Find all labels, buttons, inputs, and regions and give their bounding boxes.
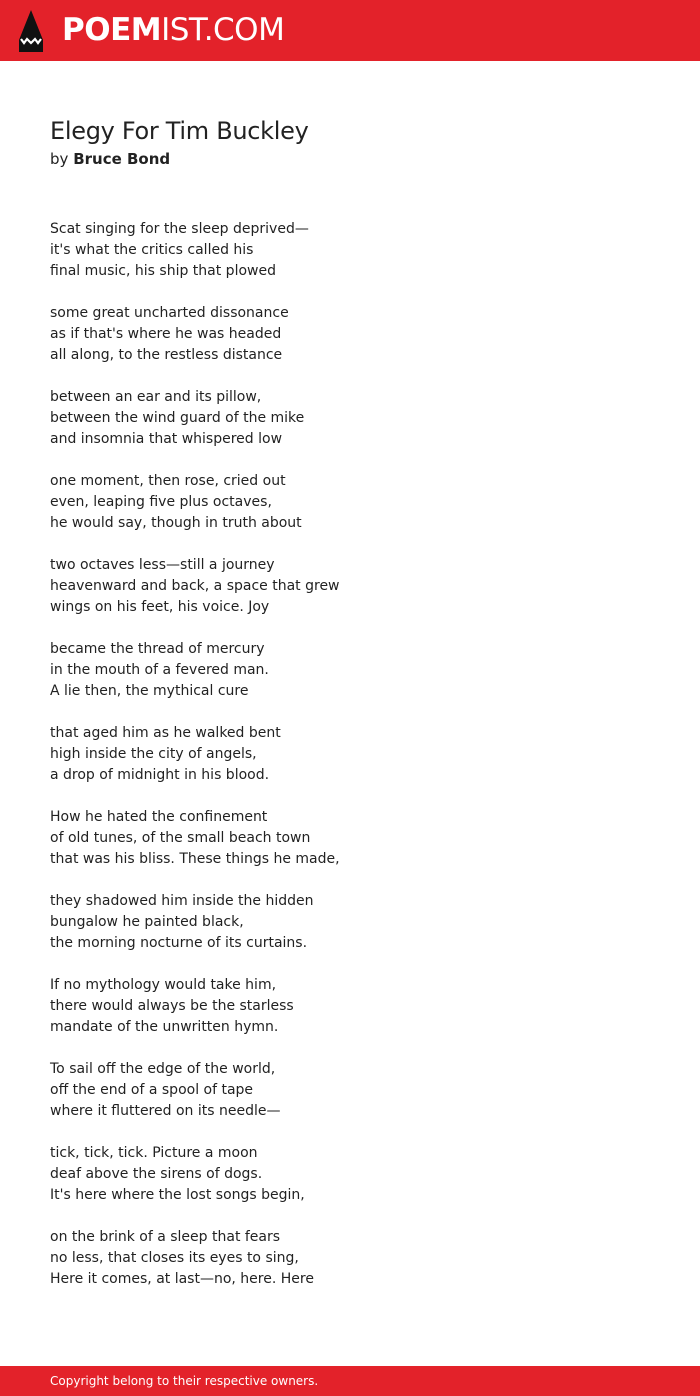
stanza [50,807,650,870]
stanza [50,1059,650,1122]
stanza [50,639,650,702]
stanza [50,555,650,618]
poem-line: it's what the critics called his [50,242,254,258]
stanza [50,723,650,786]
poem-line: deaf above the sirens of dogs. [50,1166,263,1182]
poem-line: even, leaping five plus octaves, [50,494,272,510]
poem-line: they shadowed him inside the hidden [50,893,314,909]
poem-line: where it fluttered on its needle— [50,1103,281,1119]
by-label: by [50,150,69,168]
poem-line: that aged him as he walked bent [50,725,281,741]
poem-line: between an ear and its pillow, [50,389,262,405]
poem-line: between the wind guard of the mike [50,410,305,426]
site-header [0,0,700,61]
site-footer [0,1366,700,1396]
stanza [50,219,650,282]
poem-line: wings on his feet, his voice. Joy [50,599,270,615]
stanza [50,891,650,954]
stanza [50,471,650,534]
poem-line: high inside the city of angels, [50,746,257,762]
poem-line: final music, his ship that plowed [50,263,276,279]
pencil-tip-icon[interactable] [18,10,44,52]
poem-line: there would always be the starless [50,998,294,1014]
stanza [50,303,650,366]
poem-line: all along, to the restless distance [50,347,283,363]
poem-line: on the brink of a sleep that fears [50,1229,281,1245]
poem-line: To sail off the edge of the world, [50,1061,276,1077]
poem-line: some great uncharted dissonance [50,305,289,321]
poem-line: How he hated the confinement [50,809,268,825]
poem-line: mandate of the unwritten hymn. [50,1019,279,1035]
brand-light: IST.COM [161,12,285,48]
poem-line: as if that's where he was headed [50,326,282,342]
poem-line: that was his bliss. These things he made, [50,851,340,867]
poem-line: A lie then, the mythical cure [50,683,249,699]
poem-line: Here it comes, at last—no, here. Here [50,1271,314,1287]
stanza [50,975,650,1038]
poem-body [50,219,650,1311]
brand-strong: POEM [62,12,162,48]
poem-line: and insomnia that whispered low [50,431,283,447]
poem-line: If no mythology would take him, [50,977,277,993]
poem-line: of old tunes, of the small beach town [50,830,311,846]
poem-line: no less, that closes its eyes to sing, [50,1250,299,1266]
copyright-notice: Copyright belong to their respective owners. [50,1374,319,1388]
stanza [50,387,650,450]
poem-title: Elegy For Tim Buckley [50,117,309,145]
poem-heading [50,116,650,169]
poem-line: bungalow he painted black, [50,914,244,930]
byline [50,149,650,169]
site-logo[interactable] [62,12,284,48]
poem-line: tick, tick, tick. Picture a moon [50,1145,258,1161]
stanza [50,1227,650,1290]
author-name: Bruce Bond [73,150,171,168]
poem-line: a drop of midnight in his blood. [50,767,270,783]
poem-line: the morning nocturne of its curtains. [50,935,308,951]
stanza [50,1143,650,1206]
poem-line: off the end of a spool of tape [50,1082,254,1098]
poem-line: It's here where the lost songs begin, [50,1187,305,1203]
poem-line: two octaves less—still a journey [50,557,275,573]
poem-line: became the thread of mercury [50,641,265,657]
poem-line: in the mouth of a fevered man. [50,662,269,678]
poem-line: Scat singing for the sleep deprived— [50,221,309,237]
poem-line: one moment, then rose, cried out [50,473,286,489]
poem-line: he would say, though in truth about [50,515,302,531]
poem-line: heavenward and back, a space that grew [50,578,340,594]
